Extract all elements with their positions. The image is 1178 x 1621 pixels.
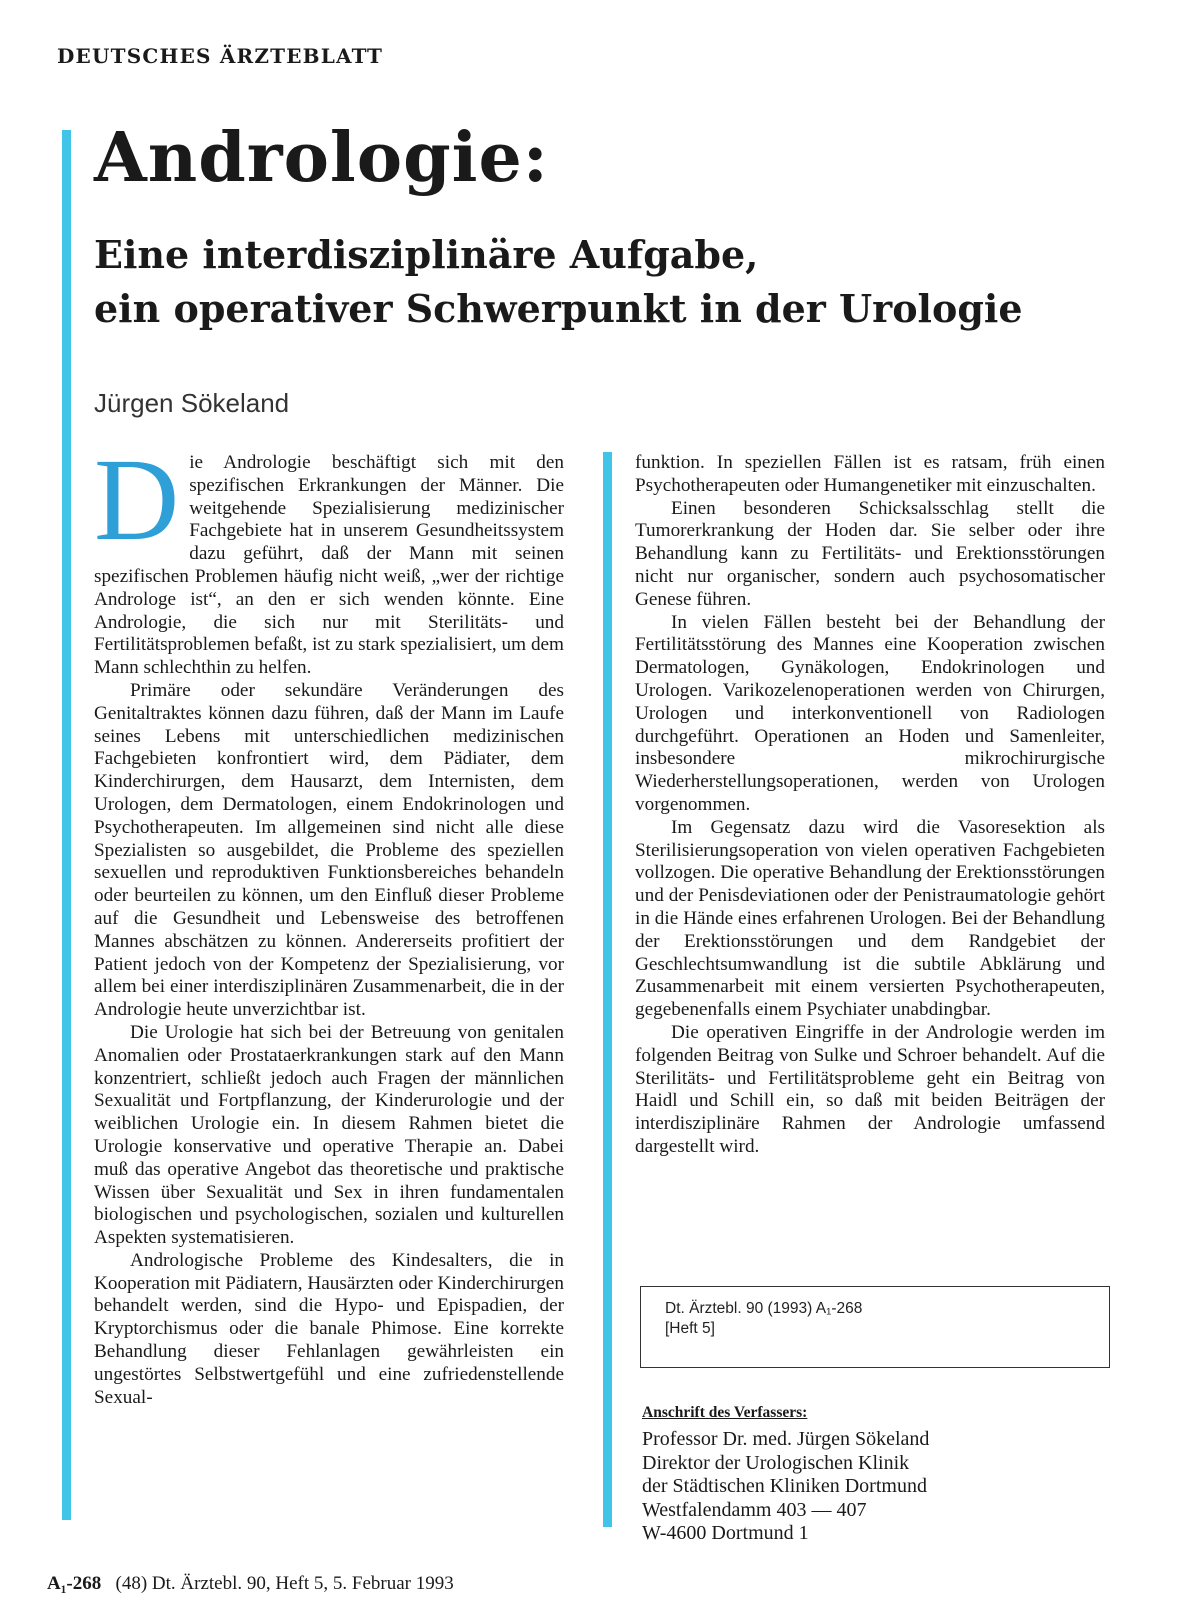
journal-name: DEUTSCHES ÄRZTEBLATT: [57, 44, 384, 68]
paragraph: funktion. In speziellen Fällen ist es ratsam, früh einen Psychotherapeuten oder Humangenetiker mit einzuschalten.: [635, 452, 1105, 496]
article-title: Andrologie:: [94, 118, 549, 198]
left-column: [94, 434, 564, 1409]
paragraph: Andrologische Probleme des Kindesalters, die in Kooperation mit Pädiatern, Hausärzten oder Kinderchirurgen behandelt werden, sind die Hypo- und Epispadien, der Kryptorchismus oder die banale Phimose. Eine korrekte Behandlung dieser Fehlanlagen gewährleisten ein ungestörtes Selbstwertgefühl und eine zufriedenstellende Sexual-: [94, 1249, 564, 1408]
paragraph: Die Urologie hat sich bei der Betreuung von genitalen Anomalien oder Prostataerkrankungen stark auf den Mann konzentriert, schließt jedoch auch Fragen der männlichen Sexualität und Fortpflanzung, der Kinderurologie und der weiblichen Urologie ein. In diesem Rahmen bietet die Urologie konservative und operative Therapie an. Dabei muß das operative Angebot das theoretische und praktische Wissen über Sexualität und Sex in ihren fundamentalen biologischen und psychologischen, sozialen und kulturellen Aspekten systematisieren.: [94, 1021, 564, 1249]
paragraph: Einen besonderen Schicksalsschlag stellt die Tumorerkrankung der Hoden dar. Sie selber oder ihre Behandlung kann zu Fertilitäts- und Erektionsstörungen nicht nur organischer, sondern auch psychosomatischer Genese führen.: [635, 497, 1105, 610]
address-line: Direktor der Urologischen Klinik: [642, 1451, 910, 1474]
address-label: Anschrift des Verfassers:: [642, 1404, 808, 1421]
address-line: Westfalendamm 403 — 407: [642, 1498, 867, 1521]
page-number: A₁-268: [47, 1573, 102, 1594]
right-column: [635, 452, 1105, 1159]
subtitle-line-1: Eine interdisziplinäre Aufgabe,: [94, 232, 759, 277]
paragraph: Die operativen Eingriffe in der Andrologie werden im folgenden Beitrag von Sulke und Schroer behandelt. Auf die Sterilitäts- und Fertilitätsprobleme geht ein Beitrag von Haidl und Schill ein, so daß mit beiden Beiträgen der interdisziplinäre Rahmen der Andrologie umfassend dargestellt wird.: [635, 1021, 1105, 1157]
footer-citation: (48) Dt. Ärztebl. 90, Heft 5, 5. Februar 1993: [115, 1573, 454, 1594]
citation-line: [Heft 5]: [665, 1320, 715, 1337]
citation-box: [640, 1286, 1110, 1368]
accent-bar-middle: [603, 452, 612, 1527]
author-address: [642, 1404, 1112, 1546]
paragraph: Primäre oder sekundäre Veränderungen des Genitaltraktes können dazu führen, daß der Mann im Laufe seines Lebens mit unterschiedlichen medizinischen Fachgebieten konfrontiert wird, dem Pädiater, dem Kinderchirurgen, dem Hausarzt, dem Internisten, dem Urologen, dem Dermatologen, einem Endokrinologen und Psychotherapeuten. Im allgemeinen sind nicht alle diese Spezialisten so ausgebildet, die Probleme des speziellen sexuellen und reproduktiven Funktionsbereiches behandeln oder beurteilen zu können, um den Einfluß dieser Probleme auf die Gesundheit und Lebensweise des betroffenen Mannes abschätzen zu können. Andererseits profitiert der Patient jedoch von der Kompetenz der Spezialisierung, vor allem bei einer interdisziplinären Zusammenarbeit, die in der Andrologie heute unverzichtbar ist.: [94, 679, 564, 1021]
address-line: Professor Dr. med. Jürgen Sökeland: [642, 1428, 930, 1450]
drop-cap: D: [94, 434, 180, 565]
paragraph: Die Andrologie beschäftigt sich mit den spezifischen Erkrankungen der Männer. Die weitgehende Spezialisierung medizinischer Fachgebiete hat in unserem Gesundheitssystem dazu geführt, daß der Mann mit seinen spezifischen Problemen häufig nicht weiß, „wer der richtige Androloge ist“, an den er sich wenden könnte. Eine Andrologie, die sich nur mit Sterilitäts- und Fertilitätsproblemen befaßt, ist zu stark spezialisiert, um dem Mann schlechthin zu helfen.: [94, 434, 564, 679]
article-author: Jürgen Sökeland: [94, 388, 290, 418]
subtitle-line-2: ein operativer Schwerpunkt in der Urologie: [94, 286, 1023, 331]
address-line: der Städtischen Kliniken Dortmund: [642, 1475, 927, 1497]
page-footer: [47, 1573, 454, 1595]
paragraph: Im Gegensatz dazu wird die Vasoresektion als Sterilisierungsoperation von vielen operativen Fachgebieten vollzogen. Die operative Behandlung der Erektionsstörungen und der Penisdeviationen oder der Penistraumatologie gehört in die Hände eines erfahrenen Urologen. Bei der Behandlung der Erektionsstörungen und dem Randgebiet der Geschlechtsumwandlung ist die subtile Abklärung und Zusammenarbeit mit einem versierten Psychotherapeuten, gegebenenfalls einem Psychiater unabdingbar.: [635, 816, 1105, 1021]
address-line: W-4600 Dortmund 1: [642, 1522, 809, 1544]
paragraph: In vielen Fällen besteht bei der Behandlung der Fertilitätsstörung des Mannes eine Kooperation zwischen Dermatologen, Gynäkologen, Endokrinologen und Urologen. Varikozelenoperationen werden von Chirurgen, Urologen und interkonventionell von Radiologen durchgeführt. Operationen an Hoden und Samenleiter, insbesondere mikrochirurgische Wiederherstellungsoperationen, werden von Urologen vorgenommen.: [635, 611, 1105, 815]
article-subtitle: [94, 228, 1134, 336]
citation-line: Dt. Ärztebl. 90 (1993) A₁-268: [665, 1300, 863, 1317]
accent-bar-left: [62, 130, 71, 1520]
